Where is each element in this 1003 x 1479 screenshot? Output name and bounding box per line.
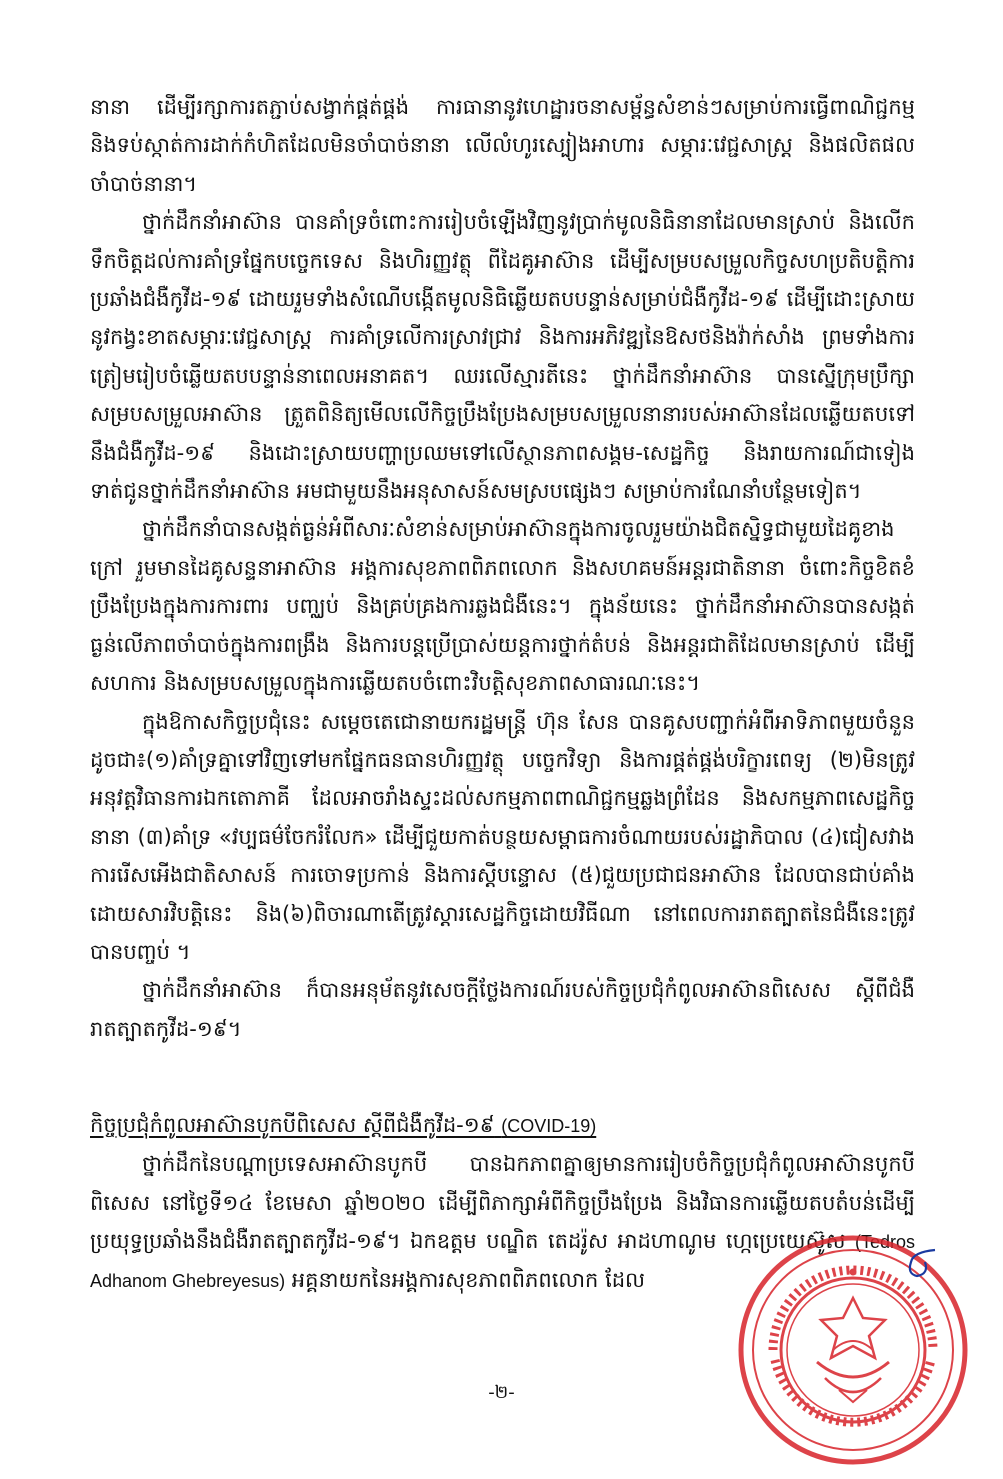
section-paragraph-part1: ថ្នាក់ដឹកនៃបណ្តាប្រទេសអាស៊ានបូកបី បានឯកភាពគ្នាឲ្យមានការរៀបចំកិច្ចប្រជុំកំពូលអាស៊ានបូកបីពិសេស នៅថ្ងៃទី១៤ ខែមេសា ឆ្នាំ២០២០ ដើម្បីពិភាក្សាអំពីកិច្ចប្រឹងប្រែង និងវិធានការឆ្លើយតបតំបន់ដើម្បីប្រយុទ្ធប្រឆាំងនឹងជំងឺរាតត្បាតកូវីដ-១៩។ ឯកឧត្តម បណ្ឌិត តេដរ៉ូស អាដហាណូម ហ្កេប្រេយេស៊ូស [90,1152,915,1253]
official-seal-icon [735,1232,971,1468]
paragraph-3: ថ្នាក់ដឹកនាំបានសង្កត់ធ្ងន់អំពីសារៈសំខាន់សម្រាប់អាស៊ានក្នុងការចូលរួមយ៉ាងជិតស្និទ្ធជាមួយដៃគូខាងក្រៅ រួមមានដៃគូសន្ទនាអាស៊ាន អង្គការសុខភាពពិភពលោក និងសហគមន៍អន្តរជាតិនានា ចំពោះកិច្ចខិតខំប្រឹងប្រែងក្នុងការការពារ បញ្ឈប់ និងគ្រប់គ្រងការឆ្លងជំងឺនេះ។ ក្នុងន័យនេះ ថ្នាក់ដឹកនាំអាស៊ានបានសង្កត់ធ្ងន់លើភាពចាំបាច់ក្នុងការពង្រឹង និងការបន្តប្រើប្រាស់យន្តការថ្នាក់តំបន់ និងអន្តរជាតិដែលមានស្រាប់ ដើម្បីសហការ និងសម្របសម្រួលក្នុងការឆ្លើយតបចំពោះវិបត្តិសុខភាពសាធារណៈនេះ។ [90,517,915,696]
section-heading-khmer: កិច្ចប្រជុំកំពូលអាស៊ានបូកបីពិសេស ស្តីពីជំងឺកូវីដ-១៩ [90,1113,495,1138]
paragraph-4: ក្នុងឱកាសកិច្ចប្រជុំនេះ សម្តេចតេជោនាយករដ្ឋមន្ត្រី ហ៊ុន សែន បានគូសបញ្ជាក់អំពីអាទិភាពមួយចំនួន ដូចជា៖(១)គាំទ្រគ្នាទៅវិញទៅមកផ្នែកធនធានហិរញ្ញវត្ថុ បច្ចេកវិទ្យា និងការផ្គត់ផ្គង់បរិក្ខារពេទ្យ (២)មិនត្រូវអនុវត្តវិធានការឯកតោភាគី ដែលអាចរាំងស្ទះដល់សកម្មភាពពាណិជ្ជកម្មឆ្លងព្រំដែន និងសកម្មភាពសេដ្ឋកិច្ចនានា (៣)គាំទ្រ «វប្បធម៌ចែករំលែក» ដើម្បីជួយកាត់បន្ថយសម្ពាធការចំណាយរបស់រដ្ឋាភិបាល (៤)ជៀសវាងការរើសអើងជាតិសាសន៍ ការចោទប្រកាន់ និងការស្តីបន្ទោស (៥)ជួយប្រជាជនអាស៊ាន ដែលបានជាប់គាំងដោយសារវិបត្តិនេះ និង(៦)ពិចារណាតើត្រូវស្តារសេដ្ឋកិច្ចដោយវិធីណា នៅពេលការរាតត្បាតនៃជំងឺនេះត្រូវបានបញ្ចប់ ។ [90,709,915,964]
section-heading-latin: (COVID-19) [501,1116,597,1137]
section-heading [90,1106,915,1145]
paragraph-2: ថ្នាក់ដឹកនាំអាស៊ាន បានគាំទ្រចំពោះការរៀបចំឡើងវិញនូវប្រាក់មូលនិធិនានាដែលមានស្រាប់ និងលើកទឹកចិត្តដល់ការគាំទ្រផ្នែកបច្ចេកទេស និងហិរញ្ញវត្ថុ ពីដៃគូអាស៊ាន ដើម្បីសម្របសម្រួលកិច្ចសហប្រតិបត្តិការប្រឆាំងជំងឺកូវីដ-១៩ ដោយរួមទាំងសំណើបង្កើតមូលនិធិឆ្លើយតបបន្ទាន់សម្រាប់ជំងឺកូវីដ-១៩ ដើម្បីដោះស្រាយនូវកង្វះខាតសម្ភារៈវេជ្ជសាស្ត្រ ការគាំទ្រលើការស្រាវជ្រាវ និងការអភិវឌ្ឍនៃឱសថនិងវ៉ាក់សាំង ព្រមទាំងការត្រៀមរៀបចំឆ្លើយតបបន្ទាន់នាពេលអនាគត។ ឈរលើស្មារតីនេះ ថ្នាក់ដឹកនាំអាស៊ាន បានស្នើក្រុមប្រឹក្សាសម្របសម្រួលអាស៊ាន ត្រួតពិនិត្យមើលលើកិច្ចប្រឹងប្រែងសម្របសម្រួលនានារបស់អាស៊ានដែលឆ្លើយតបទៅនឹងជំងឺកូវីដ-១៩ និងដោះស្រាយបញ្ហាប្រឈមទៅលើស្ថានភាពសង្គម-សេដ្ឋកិច្ច និងរាយការណ៍ជាទៀងទាត់ជូនថ្នាក់ដឹកនាំអាស៊ាន អមជាមួយនឹងអនុសាសន៍សមស្របផ្សេងៗ សម្រាប់ការណែនាំបន្ថែមទៀត។ [90,210,915,504]
document-body [90,88,915,1301]
section-paragraph-part2: អគ្គនាយកនៃអង្គការសុខភាពពិភពលោក ដែល [291,1268,646,1293]
page-number: -២- [488,1382,515,1403]
paragraph-5: ថ្នាក់ដឹកនាំអាស៊ាន ក៏បានអនុម័តនូវសេចក្តីថ្លែងការណ៍របស់កិច្ចប្រជុំកំពូលអាស៊ានពិសេស ស្តីពីជំងឺរាតត្បាតកូវីដ-១៩។ [90,978,915,1041]
section-paragraph-latin: (Tedros Adhanom Ghebreyesus) [90,1231,915,1292]
paragraph-1: នានា ដើម្បីរក្សាការតភ្ជាប់សង្វាក់ផ្គត់ផ្គង់ ការធានានូវហេដ្ឋារចនាសម្ព័ន្ធសំខាន់ៗសម្រាប់ការធ្វើពាណិជ្ជកម្ម និងទប់ស្កាត់ការដាក់កំហិតដែលមិនចាំបាច់នានា លើលំហូរស្បៀងអាហារ សម្ភារៈវេជ្ជសាស្ត្រ និងផលិតផលចាំបាច់នានា។ [90,95,915,196]
